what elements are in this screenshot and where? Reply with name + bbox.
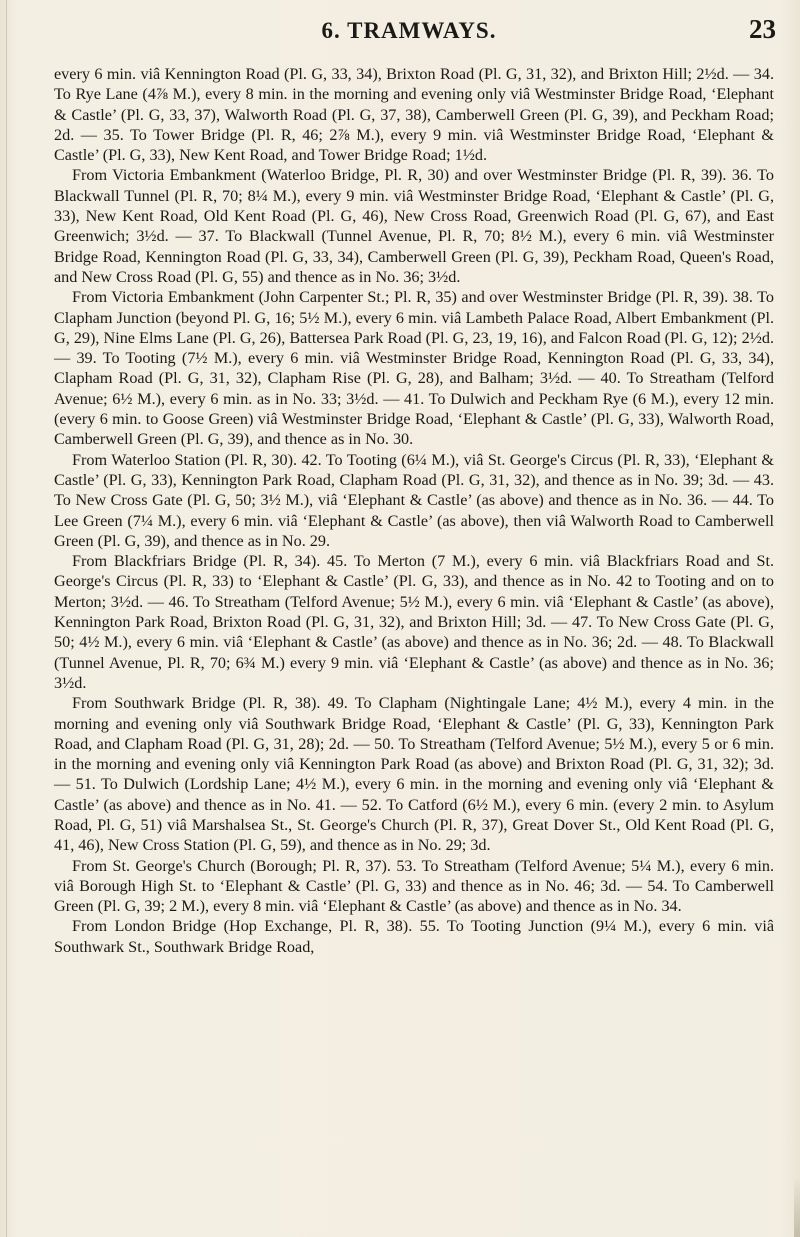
paragraph-victoria-john-carpenter: From Victoria Embankment (John Carpenter St.; Pl. R, 35) and over Westminster Bridge (Pl. R, 39). 38. To Clapham Junction (beyond Pl. G, 16; 5½ M.), every 6 min. viâ Lambeth Palace Road, Albert Embankment (Pl. G, 29), Nine Elms Lane (Pl. G, 26), Battersea Park Road (Pl. G, 23, 19, 16), and Falcon Road (Pl. G, 12); 2½d. — 39. To Tooting (7½ M.), every 6 min. viâ Westminster Bridge Road, Kennington Road (Pl. G, 33, 34), Clapham Road (Pl. G, 31, 32), Clapham Rise (Pl. G, 28), and Balham; 3½d. — 40. To Streatham (Telford Avenue; 6½ M.), every 6 min. as in No. 33; 3½d. — 41. To Dulwich and Peckham Rye (6 M.), every 12 min. (every 6 min. to Goose Green) viâ Westminster Bridge Road, ‘Elephant & Castle’ (Pl. G, 33), Walworth Road, Camberwell Green (Pl. G, 39), and thence as in No. 30.: [54, 288, 774, 449]
paragraph-waterloo-station: From Waterloo Station (Pl. R, 30). 42. To Tooting (6¼ M.), viâ St. George's Circus (Pl. R, 33), ‘Elephant & Castle’ (Pl. G, 33), Kennington Park Road, Clapham Road (Pl. G, 31, 32), and thence as in No. 39; 3d. — 43. To New Cross Gate (Pl. G, 50; 3½ M.), viâ ‘Elephant & Castle’ (as above) and thence as in No. 36. — 44. To Lee Green (7¼ M.), every 6 min. viâ ‘Elephant & Castle’ (as above), then viâ Walworth Road to Camberwell Green (Pl. G, 39), and thence as in No. 29.: [54, 450, 774, 550]
page-number: 23: [749, 14, 776, 44]
running-title: 6. TRAMWAYS.: [321, 18, 497, 43]
main-text: [54, 64, 774, 957]
paragraph-london-bridge: From London Bridge (Hop Exchange, Pl. R, 38). 55. To Tooting Junction (9¼ M.), every 6 min. viâ Southwark St., Southwark Bridge Road,: [54, 917, 774, 956]
page-gutter: [6, 0, 7, 1237]
paragraph-st-georges-church: From St. George's Church (Borough; Pl. R, 37). 53. To Streatham (Telford Avenue; 5¼ M.), every 6 min. viâ Borough High St. to ‘Elephant & Castle’ (Pl. G, 33) and thence as in No. 46; 3d. — 54. To Camberwell Green (Pl. G, 39; 2 M.), every 8 min. viâ ‘Elephant & Castle’ (as above) and thence as in No. 34.: [54, 856, 774, 916]
paragraph-blackfriars-bridge: From Blackfriars Bridge (Pl. R, 34). 45. To Merton (7 M.), every 6 min. viâ Blackfriars Road and St. George's Circus (Pl. R, 33) to ‘Elephant & Castle’ (Pl. G, 33), and thence as in No. 42 to Tooting and on to Merton; 3½d. — 46. To Streatham (Telford Avenue; 5½ M.), every 6 min. viâ ‘Elephant & Castle’ (as above), Kennington Park Road, Brixton Road (Pl. G, 31, 32), and Brixton Hill; 3d. — 47. To New Cross Gate (Pl. G, 50; 4½ M.), every 6 min. viâ ‘Elephant & Castle’ (as above) and thence as in No. 36; 2d. — 48. To Blackwall (Tunnel Avenue, Pl. R, 70; 6¾ M.) every 9 min. viâ ‘Elephant & Castle’ (as above) and thence as in No. 36; 3½d.: [54, 552, 774, 692]
paragraph-1: every 6 min. viâ Kennington Road (Pl. G, 33, 34), Brixton Road (Pl. G, 31, 32), and Brixton Hill; 2½d. — 34. To Rye Lane (4⅞ M.), every 8 min. in the morning and evening only viâ Westminster Bridge Road, ‘Elephant & Castle’ (Pl. G, 33, 37), Walworth Road (Pl. G, 37, 38), Camberwell Green (Pl. G, 39), and Peckham Road; 2d. — 35. To Tower Bridge (Pl. R, 46; 2⅞ M.), every 9 min. viâ Westminster Bridge Road, ‘Elephant & Castle’ (Pl. G, 33), New Kent Road, and Tower Bridge Road; 1½d.: [54, 65, 774, 165]
paragraph-southwark-bridge: From Southwark Bridge (Pl. R, 38). 49. To Clapham (Nightingale Lane; 4½ M.), every 4 min. in the morning and evening only viâ Southwark Bridge Road, ‘Elephant & Castle’ (Pl. G, 33), Kennington Park Road, and Clapham Road (Pl. G, 31, 28); 2d. — 50. To Streatham (Telford Avenue; 5½ M.), every 5 or 6 min. in the morning and evening only viâ Kennington Park Road (as above) and Brixton Road (Pl. G, 31, 32); 3d. — 51. To Dulwich (Lordship Lane; 4½ M.), every 6 min. in the morning and evening only viâ ‘Elephant & Castle’ (as above) and thence as in No. 41. — 52. To Catford (6½ M.), every 6 min. (every 2 min. to Asylum Road, Pl. G, 51) viâ Marshalsea St., St. George's Church (Pl. R, 37), Great Dover St., Old Kent Road (Pl. G, 41, 46), New Cross Station (Pl. G, 59), and thence as in No. 29; 3d.: [54, 694, 774, 855]
page-edge-shadow: [794, 1177, 800, 1237]
paragraph-victoria-waterloo-bridge: From Victoria Embankment (Waterloo Bridge, Pl. R, 30) and over Westminster Bridge (Pl. R, 39). 36. To Blackwall Tunnel (Pl. R, 70; 8¼ M.), every 9 min. viâ Westminster Bridge Road, ‘Elephant & Castle’ (Pl. G, 33), New Kent Road, Old Kent Road (Pl. G, 46), New Cross Road, Greenwich Road (Pl. G, 67), and East Greenwich; 3½d. — 37. To Blackwall (Tunnel Avenue, Pl. R, 70; 8½ M.), every 6 min. viâ Westminster Bridge Road, Kennington Road (Pl. G, 33, 34), Camberwell Green (Pl. G, 39), Peckham Road, Queen's Road, and New Cross Road (Pl. G, 55) and thence as in No. 36; 3½d.: [54, 166, 774, 286]
page-header: [40, 14, 778, 48]
